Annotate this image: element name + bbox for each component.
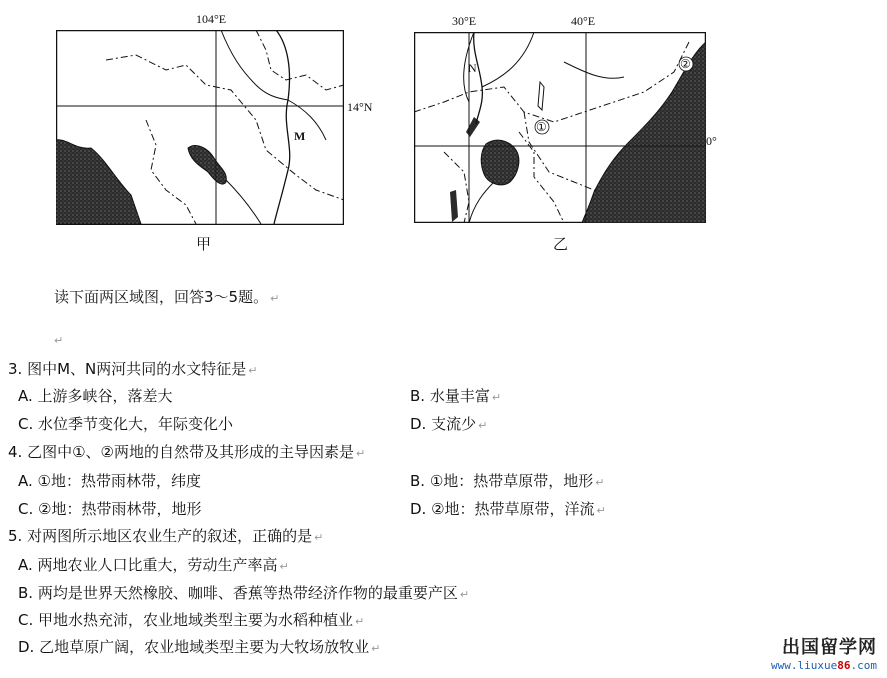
q5-option-c[interactable]: C. 甲地水热充沛，农业地域类型主要为水稻种植业 ↵ (18, 611, 365, 629)
map-yi-latitude-label: 0° (706, 134, 717, 148)
q3-option-a[interactable]: A. 上游多峡谷，落差大 (18, 387, 173, 405)
q4-option-b[interactable]: B. ①地：热带草原带，地形 ↵ (410, 472, 605, 490)
site-watermark (771, 633, 877, 672)
map-jia-river-m-label: M (294, 129, 306, 143)
map-yi-longitude-label-1: 30°E (452, 14, 477, 28)
q3-stem: 3. 图中M、N两河共同的水文特征是 ↵ (8, 360, 258, 378)
site-1-label: ① (536, 120, 547, 134)
map-jia-caption: 甲 (196, 235, 212, 253)
q4-option-a[interactable]: A. ①地：热带雨林带，纬度 (18, 472, 201, 490)
q5-stem: 5. 对两图所示地区农业生产的叙述，正确的是 ↵ (8, 527, 324, 545)
q4-stem: 4. 乙图中①、②两地的自然带及其形成的主导因素是 ↵ (8, 443, 366, 461)
q5-option-d[interactable]: D. 乙地草原广阔，农业地域类型主要为大牧场放牧业 ↵ (18, 638, 381, 656)
map-yi-caption: 乙 (553, 235, 569, 253)
map-jia (56, 30, 344, 225)
map-yi (414, 32, 706, 223)
map-jia-latitude-label: 14°N (347, 100, 373, 114)
blank-line-mark: ↵ (54, 334, 64, 347)
watermark-url: www.liuxue86.com (771, 659, 877, 672)
site-2-label: ② (680, 57, 691, 71)
q3-option-d[interactable]: D. 支流少 ↵ (410, 415, 488, 433)
q5-option-b[interactable]: B. 两均是世界天然橡胶、咖啡、香蕉等热带经济作物的最重要产区 ↵ (18, 584, 470, 602)
q4-option-d[interactable]: D. ②地：热带草原带，洋流 ↵ (410, 500, 606, 518)
map-yi-longitude-label-2: 40°E (571, 14, 596, 28)
map-jia-longitude-label: 104°E (196, 12, 227, 26)
yi-lake-victoria (481, 140, 519, 185)
watermark-title: 出国留学网 (782, 637, 877, 658)
q3-option-c[interactable]: C. 水位季节变化大，年际变化小 (18, 415, 234, 433)
q5-option-a[interactable]: A. 两地农业人口比重大，劳动生产率高 ↵ (18, 556, 289, 574)
q3-option-b[interactable]: B. 水量丰富 ↵ (410, 387, 502, 405)
map-yi-river-n-label: N (468, 61, 477, 75)
q4-option-c[interactable]: C. ②地：热带雨林带，地形 (18, 500, 202, 518)
intro-line: 读下面两区域图，回答3～5题。 ↵ (54, 288, 280, 306)
